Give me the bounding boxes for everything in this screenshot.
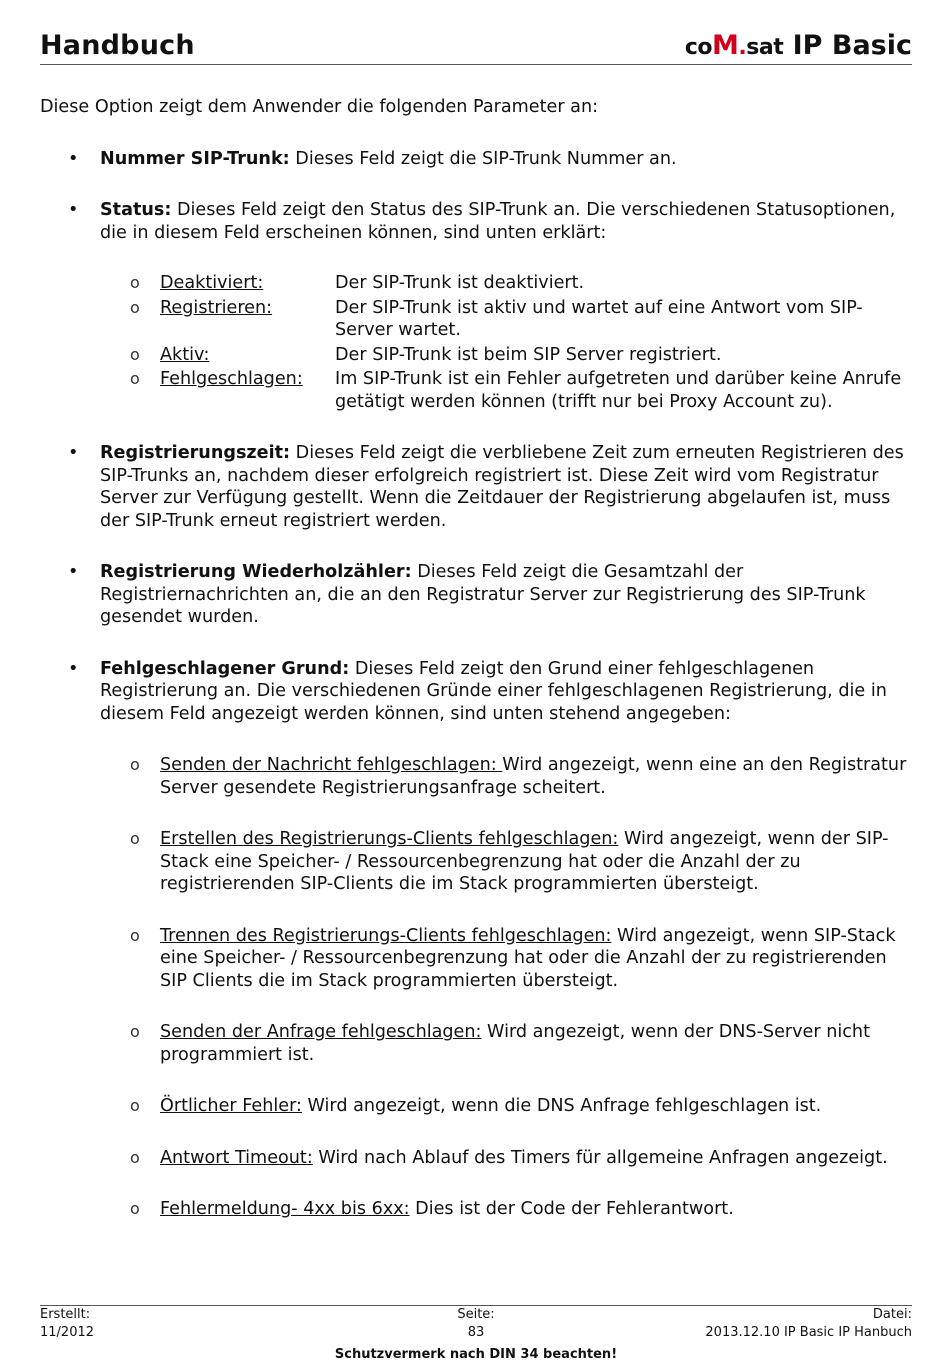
circle-bullet-icon: o: [130, 1147, 140, 1167]
brand-logo: coM.sat: [684, 30, 784, 61]
item-text: Dieses Feld zeigt den Status des SIP-Trunk an. Die verschiedenen Statusoptionen, die in diesem Feld erscheinen können, sind unten erklärt:: [100, 200, 896, 243]
reason-term: Senden der Nachricht fehlgeschlagen:: [160, 755, 503, 775]
product-name: IP Basic: [783, 30, 912, 61]
reason-term: Antwort Timeout:: [160, 1147, 313, 1168]
fail-reason: [100, 925, 912, 993]
circle-bullet-icon: o: [130, 1022, 140, 1041]
list-item: [40, 442, 912, 532]
fail-reasons-list: [100, 754, 912, 1221]
reason-text: Wird angezeigt, wenn die DNS Anfrage fehlgeschlagen ist.: [301, 1096, 822, 1116]
reason-text: Dies ist der Code der Fehlerantwort.: [409, 1199, 734, 1219]
circle-bullet-icon: o: [130, 1096, 140, 1115]
circle-bullet-icon: o: [130, 755, 140, 774]
list-item: [40, 199, 912, 413]
list-item: [40, 658, 912, 1221]
reason-term: Örtlicher Fehler:: [160, 1096, 302, 1116]
bullet-icon: •: [68, 200, 79, 220]
reason-term: Trennen des Registrierungs-Clients fehlgeschlagen:: [160, 925, 612, 946]
status-desc: Im SIP-Trunk ist ein Fehler aufgetreten und darüber keine Anrufe getätigt werden können (trifft nur bei Proxy Account zu).: [335, 369, 902, 412]
fail-reason: [100, 1147, 912, 1170]
fail-reason: [100, 1095, 912, 1118]
status-desc: Der SIP-Trunk ist deaktiviert.: [335, 273, 585, 293]
file-value: 2013.12.10 IP Basic IP Hanbuch: [705, 1325, 912, 1340]
fail-reason: [100, 828, 912, 896]
bullet-icon: •: [68, 443, 79, 463]
status-desc: Der SIP-Trunk ist beim SIP Server registriert.: [335, 344, 722, 365]
item-text: Dieses Feld zeigt die Gesamtzahl der Registriernachrichten an, die an den Registratur Server zur Registrierung des SIP-Trunk gesendet wurden.: [100, 562, 866, 627]
parameter-list: [40, 148, 912, 1221]
circle-bullet-icon: o: [130, 925, 140, 945]
reason-term: Senden der Anfrage fehlgeschlagen:: [160, 1022, 482, 1042]
item-term: Fehlgeschlagener Grund:: [100, 658, 350, 679]
status-term: Aktiv:: [160, 344, 210, 365]
fail-reason: [100, 1021, 912, 1066]
bullet-icon: •: [68, 658, 79, 679]
item-term: Nummer SIP-Trunk:: [100, 148, 290, 169]
reason-term: Erstellen des Registrierungs-Clients fehlgeschlagen:: [160, 829, 619, 849]
reason-term: Fehlermeldung- 4xx bis 6xx:: [160, 1199, 410, 1219]
bullet-icon: •: [68, 562, 79, 582]
reason-text: Wird angezeigt, wenn der DNS-Server nicht programmiert ist.: [160, 1022, 870, 1065]
fail-reason: [100, 754, 912, 799]
status-term: Registrieren:: [160, 297, 273, 318]
circle-bullet-icon: o: [130, 369, 140, 388]
page-content: [40, 96, 912, 1221]
list-item: [40, 148, 912, 171]
list-item: [40, 561, 912, 629]
status-desc: Der SIP-Trunk ist aktiv und wartet auf eine Antwort vom SIP-Server wartet.: [335, 297, 863, 340]
circle-bullet-icon: o: [130, 829, 140, 848]
page-label: Seite:: [457, 1307, 495, 1322]
created-value: 11/2012: [40, 1325, 95, 1340]
footer-values: [40, 1324, 912, 1342]
status-option: [100, 297, 912, 342]
item-term: Registrierungszeit:: [100, 443, 291, 463]
page-number: 83: [467, 1325, 485, 1340]
status-option: [100, 272, 912, 295]
reason-text: Wird nach Ablauf des Timers für allgemeine Anfragen angezeigt.: [312, 1147, 888, 1168]
item-term: Status:: [100, 200, 172, 220]
circle-bullet-icon: o: [130, 297, 140, 317]
circle-bullet-icon: o: [130, 1199, 140, 1218]
status-option: [100, 368, 912, 413]
status-term: Deaktiviert:: [160, 273, 264, 293]
circle-bullet-icon: o: [130, 344, 140, 364]
fail-reason: [100, 1198, 912, 1221]
reason-text: Wird angezeigt, wenn eine an den Registratur Server gesendete Registrierungsanfrage scheitert.: [160, 755, 907, 798]
item-text: Dieses Feld zeigt den Grund einer fehlgeschlagenen Registrierung an. Die verschiedenen Gründe einer fehlgeschlagenen Registrierung, die in diesem Feld angezeigt werden können, sind unten stehend angegeben:: [100, 658, 887, 724]
circle-bullet-icon: o: [130, 273, 140, 292]
reason-text: Wird angezeigt, wenn SIP-Stack eine Speicher- / Ressourcenbegrenzung hat oder die Anzahl der zu registrierenden SIP Clients die im Stack programmierten übersteigt.: [160, 925, 896, 991]
header-brand: [685, 30, 912, 61]
bullet-icon: •: [68, 148, 79, 169]
footer-labels: [40, 1306, 912, 1324]
status-option: [100, 344, 912, 367]
file-label: Datei:: [872, 1307, 912, 1322]
reason-text: Wird angezeigt, wenn der SIP-Stack eine Speicher- / Ressourcenbegrenzung hat oder die Anzahl der zu registrierenden SIP-Clients die im Stack programmierten übersteigt.: [160, 829, 889, 894]
status-options-list: [100, 272, 912, 413]
intro-paragraph: Diese Option zeigt dem Anwender die folgenden Parameter an:: [40, 97, 599, 117]
item-text: Dieses Feld zeigt die verbliebene Zeit zum erneuten Registrieren des SIP-Trunks an, nachdem dieser erfolgreich registriert ist. Diese Zeit wird vom Registratur Server zur Verfügung gestellt. Wenn die Zeitdauer der Registrierung abgelaufen ist, muss der SIP-Trunk erneut registriert werden.: [100, 443, 904, 531]
created-label: Erstellt:: [40, 1307, 91, 1322]
page-footer: [40, 1305, 912, 1362]
item-text: Dieses Feld zeigt die SIP-Trunk Nummer an.: [289, 148, 677, 169]
protection-notice: Schutzvermerk nach DIN 34 beachten!: [334, 1347, 618, 1362]
page-header: [40, 28, 912, 65]
header-title: Handbuch: [40, 30, 195, 61]
item-term: Registrierung Wiederholzähler:: [100, 562, 412, 582]
status-term: Fehlgeschlagen:: [160, 369, 303, 389]
